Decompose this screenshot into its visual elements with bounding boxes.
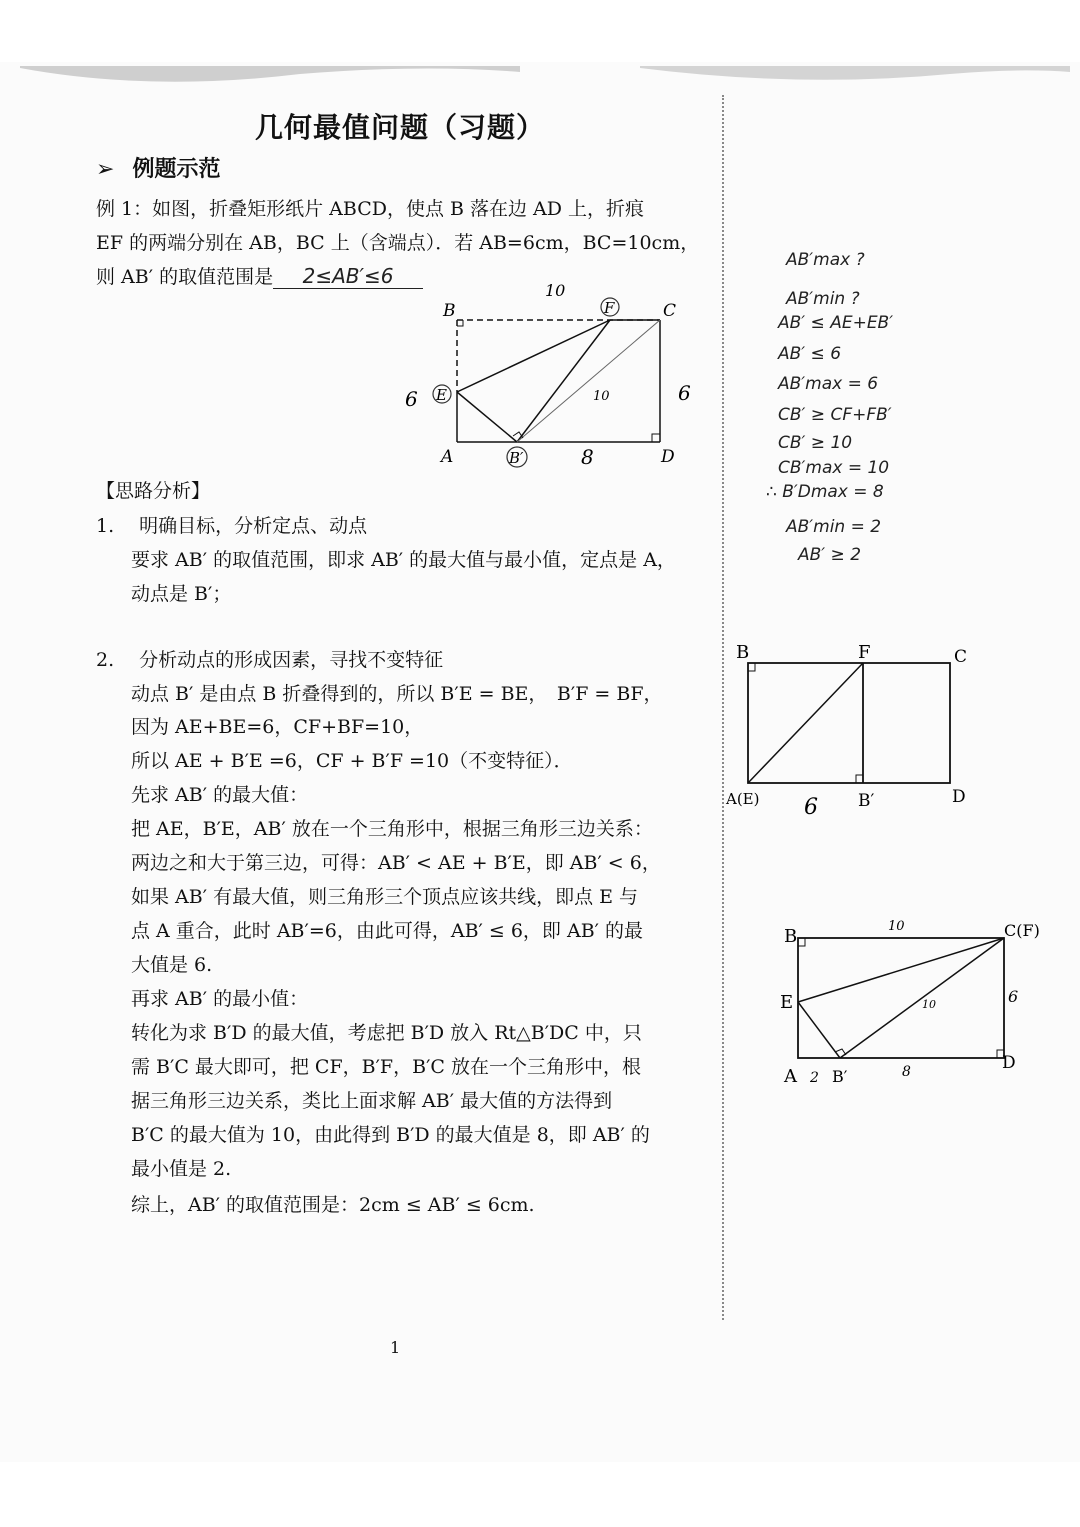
fig1-right-angle-b — [457, 320, 463, 326]
fig1-label-d: D — [661, 447, 675, 467]
fig2-right-angle-bp — [856, 775, 863, 783]
fig3-measure-right: 6 — [1008, 987, 1019, 1006]
analysis-line: 转化为求 B′D 的最大值，考虑把 B′D 放入 Rt△B′DC 中，只 — [131, 1022, 642, 1044]
analysis-line: 综上，AB′ 的取值范围是：2cm ≤ AB′ ≤ 6cm. — [131, 1194, 535, 1216]
problem-line-2: EF 的两端分别在 AB，BC 上（含端点）．若 AB=6cm，BC=10cm， — [96, 232, 700, 254]
fig2-label-f: F — [858, 642, 871, 663]
analysis-heading: 【思路分析】 — [96, 480, 211, 502]
note-line: AB′ ≥ 2 — [798, 545, 862, 565]
handwritten-answer: 2≤AB′≤6 — [273, 264, 423, 289]
note-line: CB′max = 10 — [778, 457, 890, 478]
note-line: AB′max = 6 — [778, 374, 879, 394]
fig1-label-bp: B′ — [509, 449, 524, 467]
fig1-right-angle-d — [652, 434, 660, 442]
page-number: 1 — [390, 1338, 401, 1357]
fig3-fold-line — [798, 938, 1004, 1002]
fig1-label-f: F — [604, 299, 615, 317]
analysis-line: 点 A 重合，此时 AB′=6，由此可得，AB′ ≤ 6，即 AB′ 的最 — [131, 920, 644, 942]
fig3-label-e: E — [780, 992, 794, 1013]
handwritten-notes — [766, 248, 894, 568]
fig2-measure-bottom: 6 — [804, 795, 818, 820]
fig3-rectangle — [798, 938, 1004, 1058]
problem-line-3-prefix: 则 AB′ 的取值范围是 — [96, 266, 274, 288]
fig3-seg-eb — [798, 1002, 840, 1058]
section-heading — [96, 152, 220, 183]
fig2-label-b: B — [736, 642, 750, 663]
fig2-diagonal — [748, 663, 863, 783]
fig3-label-c: C(F) — [1004, 921, 1040, 940]
note-line: CB′ ≥ CF+FB′ — [778, 404, 892, 425]
analysis-line: 再求 AB′ 的最小值： — [131, 988, 309, 1010]
analysis-line: 1. 明确目标，分析定点、动点 — [96, 515, 368, 537]
fig3-right-angle-b — [798, 938, 805, 946]
analysis-line: 要求 AB′ 的取值范围，即求 AB′ 的最大值与最小值，定点是 A， — [131, 549, 676, 571]
fig3-label-a: A — [784, 1066, 797, 1087]
arrow-icon: ➢ — [96, 157, 115, 182]
fig3-label-b: B — [784, 926, 798, 947]
fig1-label-e: E — [436, 386, 447, 404]
fig1-label-c: C — [663, 301, 677, 321]
analysis-line: 2. 分析动点的形成因素，寻找不变特征 — [96, 649, 444, 671]
fig3-measure-diag: 10 — [922, 998, 936, 1011]
analysis-line: 需 B′C 最大即可，把 CF，B′F，B′C 放在一个三角形中，根 — [131, 1056, 641, 1078]
analysis-line: 如果 AB′ 有最大值，则三角形三个顶点应该共线，即点 E 与 — [131, 886, 639, 908]
fig1-label-b: B — [443, 301, 456, 321]
figure-1-diagram — [395, 280, 725, 480]
fig1-measure-diag: 10 — [593, 389, 610, 404]
analysis-line: 把 AE，B′E，AB′ 放在一个三角形中，根据三角形三边关系： — [131, 818, 653, 840]
fig3-measure-top: 10 — [888, 919, 905, 934]
fig2-label-d: D — [952, 787, 966, 807]
note-line: AB′min ? — [786, 288, 860, 309]
note-line: ∴ B′Dmax = 8 — [766, 482, 884, 502]
analysis-line: 所以 AE + B′E =6，CF + B′F =10（不变特征）． — [131, 750, 573, 772]
analysis-line: 据三角形三边关系，类比上面求解 AB′ 最大值的方法得到 — [131, 1090, 613, 1112]
fig1-seg-bc — [517, 320, 660, 442]
problem-line-1: 例 1：如图，折叠矩形纸片 ABCD，使点 B 落在边 AD 上，折痕 — [96, 198, 645, 220]
note-line: AB′max ? — [786, 250, 865, 270]
note-line: AB′ ≤ AE+EB′ — [778, 313, 894, 333]
fig1-label-a: A — [441, 447, 454, 467]
analysis-line: 动点是 B′； — [131, 583, 232, 605]
scan-shadow-decoration — [0, 62, 1080, 102]
fig2-rectangle — [748, 663, 950, 783]
analysis-line: 大值是 6. — [131, 954, 213, 976]
analysis-line: 两边之和大于第三边，可得：AB′ < AE + B′E，即 AB′ < 6， — [131, 852, 661, 874]
fig1-measure-bottom: 8 — [581, 445, 594, 469]
page-title: 几何最值问题（习题） — [254, 111, 545, 144]
fig2-label-a: A(E) — [726, 790, 760, 808]
fig1-measure-top: 10 — [545, 281, 566, 300]
figure-2-diagram — [722, 636, 982, 826]
fig2-label-c: C — [954, 647, 968, 667]
analysis-line: 先求 AB′ 的最大值： — [131, 784, 309, 806]
analysis-line: 最小值是 2. — [131, 1158, 232, 1180]
note-line: AB′ ≤ 6 — [778, 343, 842, 364]
fig2-right-angle-b — [748, 663, 755, 671]
fig1-measure-left: 6 — [405, 387, 418, 411]
fig1-seg-bf — [517, 320, 610, 442]
analysis-line: 因为 AE+BE=6，CF+BF=10， — [131, 716, 424, 738]
fig1-fold-ef — [457, 320, 610, 392]
problem-line-3 — [96, 262, 423, 289]
section-label: 例题示范 — [132, 157, 221, 182]
figure-3-diagram — [772, 910, 1052, 1090]
note-line: CB′ ≥ 10 — [778, 433, 853, 453]
fig2-label-bp: B′ — [858, 791, 875, 811]
fig3-label-d: D — [1002, 1053, 1016, 1073]
analysis-line: B′C 的最大值为 10，由此得到 B′D 的最大值是 8，即 AB′ 的 — [131, 1124, 650, 1146]
fig3-measure-bottom: 8 — [902, 1064, 911, 1080]
analysis-line: 动点 B′ 是由点 B 折叠得到的，所以 B′E = BE， B′F = BF， — [131, 683, 663, 705]
fig1-seg-eb — [457, 392, 517, 442]
fig3-label-bp: B′ — [832, 1067, 848, 1086]
fig1-measure-right: 6 — [678, 381, 691, 405]
note-line: AB′min = 2 — [786, 516, 882, 537]
fig3-measure-ab: 2 — [810, 1070, 819, 1086]
